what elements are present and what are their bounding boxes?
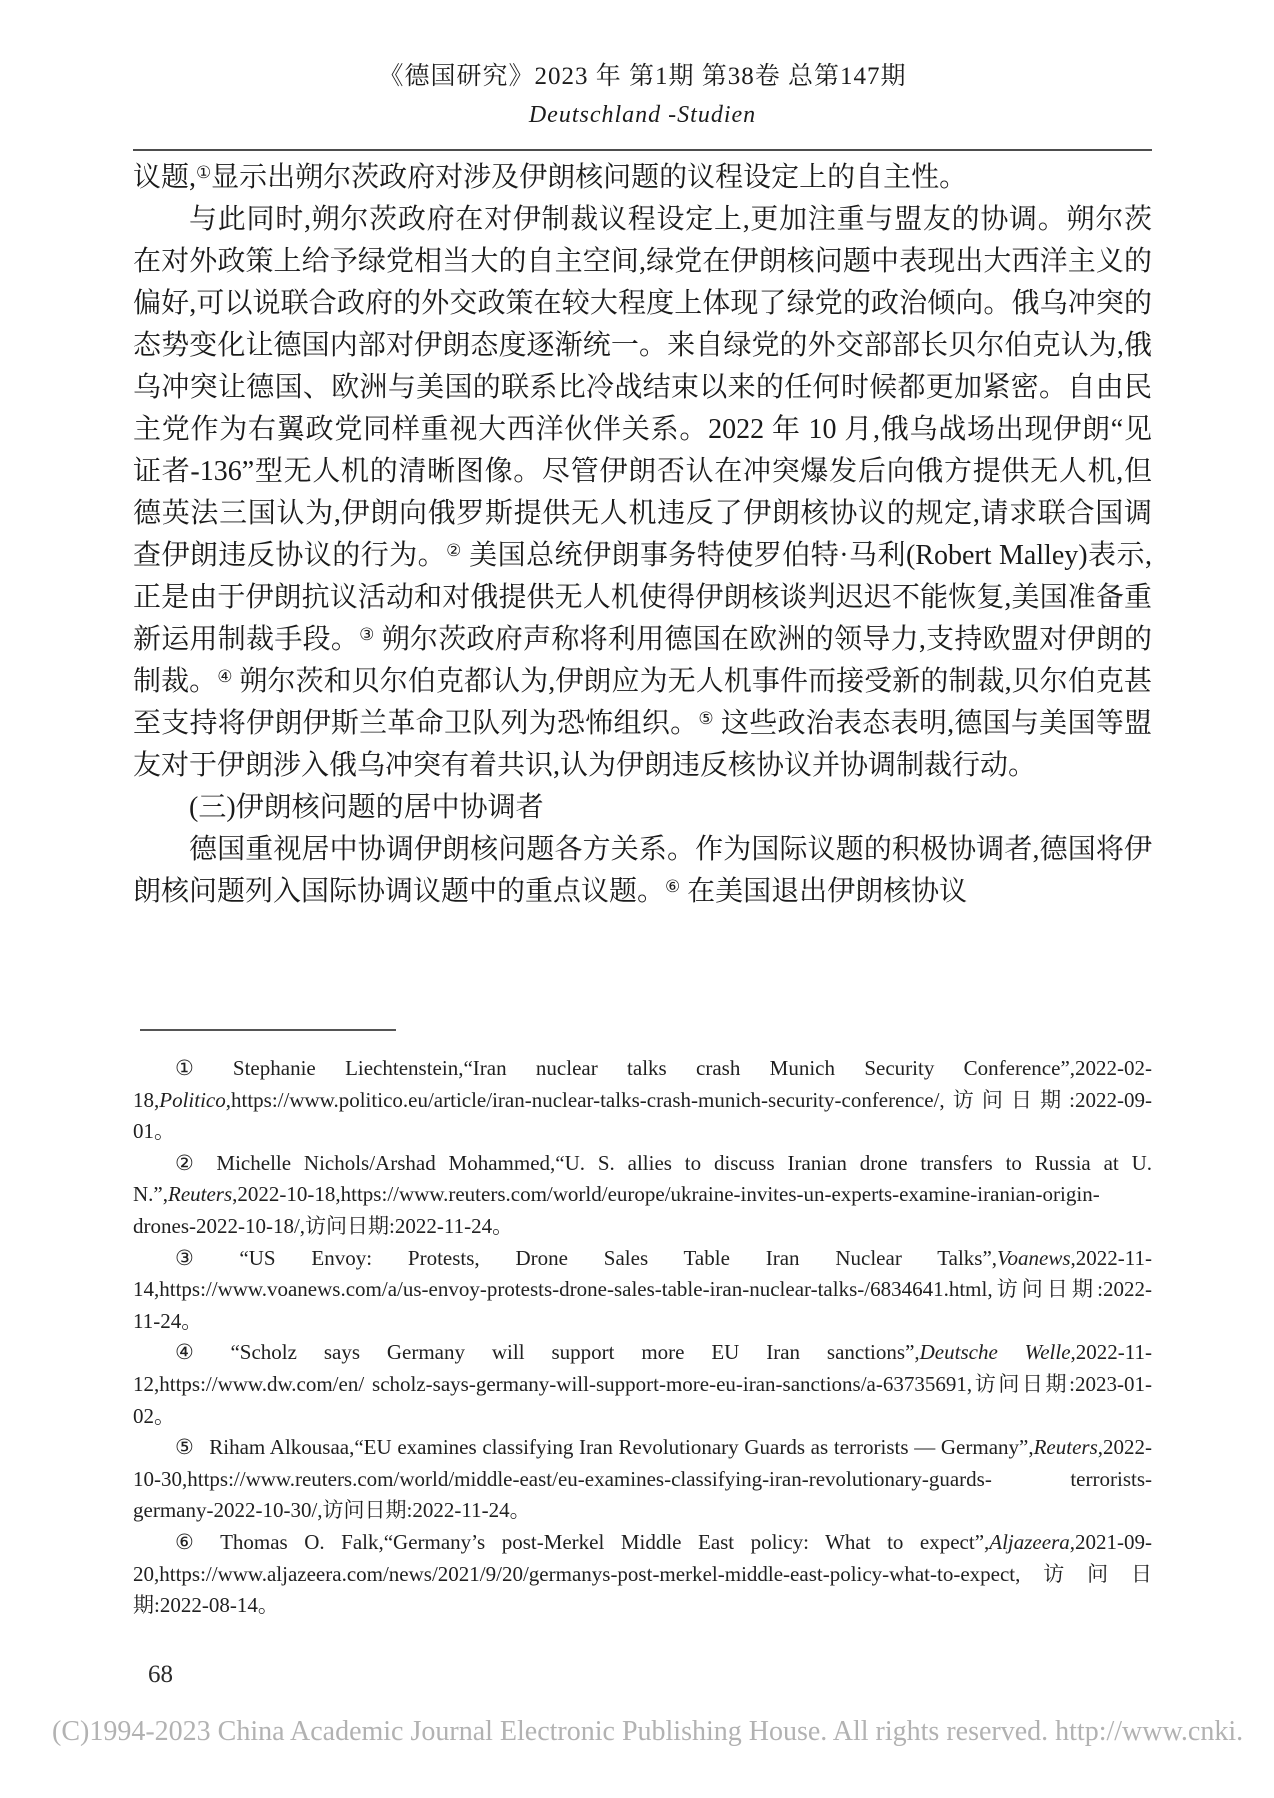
- body-paragraph: (三)伊朗核问题的居中协调者: [189, 792, 544, 823]
- journal-subtitle: Deutschland -Studien: [528, 102, 757, 128]
- footnote-source-name: Reuters: [1033, 1435, 1098, 1460]
- footnote: [133, 1527, 1152, 1622]
- footnote-reference: ⑥: [665, 876, 681, 896]
- footnote-reference: ①: [196, 162, 212, 182]
- footnote-source-name: Reuters: [168, 1182, 233, 1207]
- footnote-text: Thomas O. Falk,“Germany’s post-Merkel Middle East policy: What to expect”,: [220, 1529, 990, 1554]
- page-header: [133, 56, 1152, 129]
- footnote-source-name: Politico: [159, 1087, 226, 1112]
- page-number: 68: [148, 1661, 173, 1688]
- footnote-reference: ④: [217, 666, 233, 686]
- footnote-text: ,2022-10-30,https://www.reuters.com/world/middle-east/eu-examines-classifying-iran-revolutionary-guards- terrorists-germany-2022-10-30/,访问日期:2022-11-24。: [133, 1435, 1152, 1523]
- footnote-text: ,2022-11-12,https://www.dw.com/en/ scholz-says-germany-will-support-more-eu-iran-sanctions/a-63735691,访问日期:2023-01-02。: [133, 1340, 1153, 1428]
- footnote: [133, 1432, 1152, 1527]
- footnote-text: “Scholz says Germany will support more EU Iran sanctions”,: [230, 1340, 920, 1365]
- header-divider: [133, 149, 1152, 151]
- footnote-text: Michelle Nichols/Arshad Mohammed,“U. S. allies to discuss Iranian drone transfers to Russia at U. N.”,: [133, 1150, 1152, 1207]
- footnote-text: Riham Alkousaa,“EU examines classifying Iran Revolutionary Guards as terrorists — Germany”,: [209, 1435, 1034, 1460]
- footnote-marker: ④: [175, 1340, 216, 1365]
- footnote: [133, 1243, 1152, 1338]
- footnote-text: ,2021-09-20,https://www.aljazeera.com/news/2021/9/20/germanys-post-merkel-middle-east-policy-what-to-expect,访问日期:2022-08-14。: [133, 1529, 1152, 1618]
- footnote-divider: [140, 1029, 396, 1031]
- footnote-text: Stephanie Liechtenstein,“Iran nuclear talks crash Munich Security Conference”,2022-02-18,: [133, 1056, 1152, 1112]
- body-paragraph: 与此同时,朔尔茨政府在对伊制裁议程设定上,更加注重与盟友的协调。朔尔茨在对外政策上给予绿党相当大的自主空间,绿党在伊朗核问题中表现出大西洋主义的偏好,可以说联合政府的外交政策在较大程度上体现了绿党的政治倾向。俄乌冲突的态势变化让德国内部对伊朗态度逐渐统一。来自绿党的外交部部长贝尔伯克认为,俄乌冲突让德国、欧洲与美国的联系比冷战结束以来的任何时候都更加紧密。自由民主党作为右翼政党同样重视大西洋伙伴关系。2022 年 10 月,俄乌战场出现伊朗“见证者-136”型无人机的清晰图像。尽管伊朗否认在冲突爆发后向俄方提供无人机,但德英法三国认为,伊朗向俄罗斯提供无人机违反了伊朗核协议的规定,请求联合国调查伊朗违反协议的行为。② 美国总统伊朗事务特使罗伯特·马利(Robert Malley)表示,正是由于伊朗抗议活动和对俄提供无人机使得伊朗核谈判迟迟不能恢复,美国准备重新运用制裁手段。③ 朔尔茨政府声称将利用德国在欧洲的领导力,支持欧盟对伊朗的制裁。④ 朔尔茨和贝尔伯克都认为,伊朗应为无人机事件而接受新的制裁,贝尔伯克甚至支持将伊朗伊斯兰革命卫队列为恐怖组织。⑤ 这些政治表态表明,德国与美国等盟友对于伊朗涉入俄乌冲突有着共识,认为伊朗违反核协议并协调制裁行动。: [133, 204, 1152, 781]
- footnote-marker: ⑥: [175, 1529, 206, 1554]
- body-paragraph: 议题,①显示出朔尔茨政府对涉及伊朗核问题的议程设定上的自主性。: [133, 162, 968, 193]
- footnote-text: ,2022-10-18,https://www.reuters.com/world/europe/ukraine-invites-un-experts-examine-iranian-origin-drones-2022-10-18/,访问日期:2022-11-24。: [133, 1182, 1100, 1238]
- footnote-marker: ②: [175, 1150, 202, 1175]
- footnote-text: ,https://www.politico.eu/article/iran-nuclear-talks-crash-munich-security-conference/,访问日期:2022-09-01。: [133, 1087, 1152, 1144]
- footnote: [133, 1053, 1152, 1148]
- footnote-marker: ③: [175, 1245, 225, 1270]
- copyright-watermark: (C)1994-2023 China Academic Journal Electronic Publishing House. All rights reserved. http://www.cnki.: [52, 1716, 1244, 1747]
- footnote-source-name: Deutsche Welle: [919, 1340, 1071, 1365]
- article-body: [133, 157, 1152, 913]
- footnote-source-name: Voanews: [997, 1245, 1071, 1270]
- body-paragraph: 德国重视居中协调伊朗核问题各方关系。作为国际议题的积极协调者,德国将伊朗核问题列入国际协调议题中的重点议题。⑥ 在美国退出伊朗核协议: [133, 834, 1152, 907]
- journal-issue-line: 《德国研究》2023 年 第1期 第38卷 总第147期: [378, 63, 907, 90]
- footnote-reference: ⑤: [698, 708, 714, 728]
- footnote-source-name: Aljazeera: [989, 1529, 1070, 1554]
- footnote-reference: ②: [446, 540, 462, 560]
- footnote-text: ,2022-11-14,https://www.voanews.com/a/us-envoy-protests-drone-sales-table-iran-nuclear-talks-/6834641.html,访问日期:2022-11-24。: [133, 1245, 1152, 1333]
- footnote-text: “US Envoy: Protests, Drone Sales Table Iran Nuclear Talks”,: [239, 1245, 998, 1270]
- footnote: [133, 1148, 1152, 1243]
- footnote-reference: ③: [359, 624, 375, 644]
- footnote: [133, 1337, 1152, 1432]
- footnote-marker: ⑤: [175, 1435, 195, 1460]
- footnotes: [133, 1053, 1152, 1622]
- footnote-marker: ①: [175, 1056, 218, 1080]
